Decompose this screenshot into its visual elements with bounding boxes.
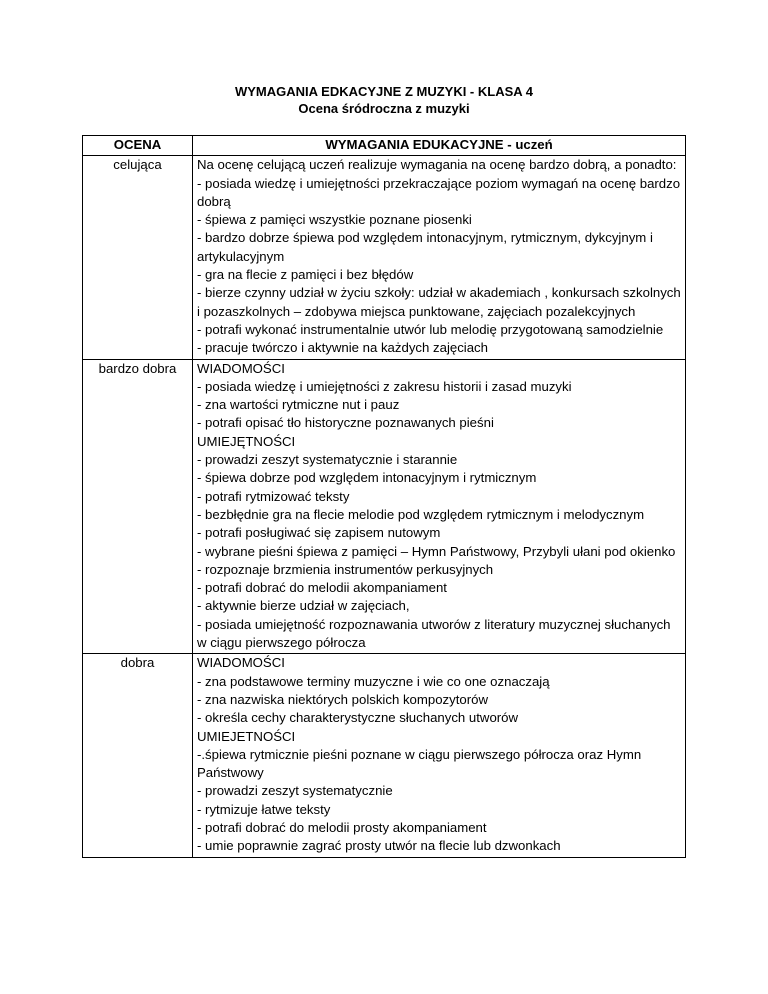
requirement-line: - potrafi wykonać instrumentalnie utwór lub melodię przygotowaną samodzielnie [197, 321, 664, 337]
requirement-line: - aktywnie bierze udział w zajęciach, [197, 598, 410, 614]
document-subtitle: Ocena śródroczna z muzyki [298, 101, 470, 116]
requirement-line: -.śpiewa rytmicznie pieśni poznane w ciągu pierwszego półrocza oraz Hymn Państwowy [197, 746, 642, 781]
requirement-line: - bierze czynny udział w życiu szkoły: udział w akademiach , konkursach szkolnych i pozaszkolnych – zdobywa miejsca punktowane, zajęciach pozalekcyjnych [197, 285, 681, 319]
requirement-line: - bezbłędnie gra na flecie melodie pod względem rytmicznym i melodycznym [197, 506, 645, 522]
requirement-line: WIADOMOŚCI [197, 655, 285, 671]
grade-cell: bardzo dobra [83, 359, 193, 654]
requirement-line: - pracuje twórczo i aktywnie na każdych zajęciach [197, 340, 488, 356]
requirements-column-header: WYMAGANIA EDUKACYJNE - uczeń [193, 136, 686, 156]
requirement-line: - zna wartości rytmiczne nut i pauz [197, 397, 400, 413]
requirement-line: - zna podstawowe terminy muzyczne i wie co one oznaczają [197, 673, 550, 689]
table-row [83, 359, 686, 654]
requirement-line: - zna nazwiska niektórych polskich kompozytorów [197, 691, 488, 707]
requirements-cell [193, 359, 686, 654]
requirement-line: - potrafi dobrać do melodii akompaniament [197, 580, 447, 596]
requirement-line: - rozpoznaje brzmienia instrumentów perkusyjnych [197, 561, 494, 577]
grade-cell: celująca [83, 156, 193, 359]
document-title: WYMAGANIA EDKACYJNE Z MUZYKI - KLASA 4 [234, 84, 534, 99]
requirement-line: - wybrane pieśni śpiewa z pamięci – Hymn Państwowy, Przybyli ułani pod okienko [197, 543, 676, 559]
requirements-table [82, 135, 686, 858]
requirement-line: - posiada wiedzę i umiejętności z zakresu historii i zasad muzyki [197, 378, 572, 394]
requirement-line: - śpiewa dobrze pod względem intonacyjnym i rytmicznym [197, 470, 537, 486]
grade-cell: dobra [83, 654, 193, 857]
requirement-line: - posiada umiejętność rozpoznawania utworów z literatury muzycznej słuchanych w ciągu pierwszego półrocza [197, 616, 671, 651]
requirement-line: - bardzo dobrze śpiewa pod względem intonacyjnym, rytmicznym, dykcyjnym i artykulacyjnym [197, 230, 653, 264]
grade-column-header: OCENA [83, 136, 193, 156]
requirement-line: - śpiewa z pamięci wszystkie poznane piosenki [197, 212, 472, 228]
requirement-line: Na ocenę celującą uczeń realizuje wymagania na ocenę bardzo dobrą, a ponadto: [197, 157, 677, 173]
requirement-line: - umie poprawnie zagrać prosty utwór na flecie lub dzwonkach [197, 838, 561, 854]
requirement-line: - potrafi opisać tło historyczne poznawanych pieśni [197, 415, 494, 431]
requirement-line: - określa cechy charakterystyczne słuchanych utworów [197, 710, 519, 726]
table-row [83, 654, 686, 857]
requirement-line: - rytmizuje łatwe teksty [197, 801, 331, 817]
requirement-line: - posiada wiedzę i umiejętności przekraczające poziom wymagań na ocenę bardzo dobrą [197, 175, 681, 209]
table-row [83, 156, 686, 359]
requirement-line: - potrafi rytmizować teksty [197, 488, 350, 504]
requirement-line: - potrafi posługiwać się zapisem nutowym [197, 525, 441, 541]
requirement-line: UMIEJETNOŚCI [197, 728, 296, 744]
requirement-line: - prowadzi zeszyt systematycznie i starannie [197, 452, 458, 468]
requirement-line: WIADOMOŚCI [197, 360, 285, 376]
table-header-row [83, 136, 686, 156]
requirement-line: UMIEJĘTNOŚCI [197, 433, 296, 449]
requirements-cell [193, 654, 686, 857]
requirement-line: - potrafi dobrać do melodii prosty akompaniament [197, 819, 487, 835]
requirement-line: - gra na flecie z pamięci i bez błędów [197, 267, 414, 283]
requirement-line: - prowadzi zeszyt systematycznie [197, 783, 393, 799]
requirements-cell [193, 156, 686, 359]
